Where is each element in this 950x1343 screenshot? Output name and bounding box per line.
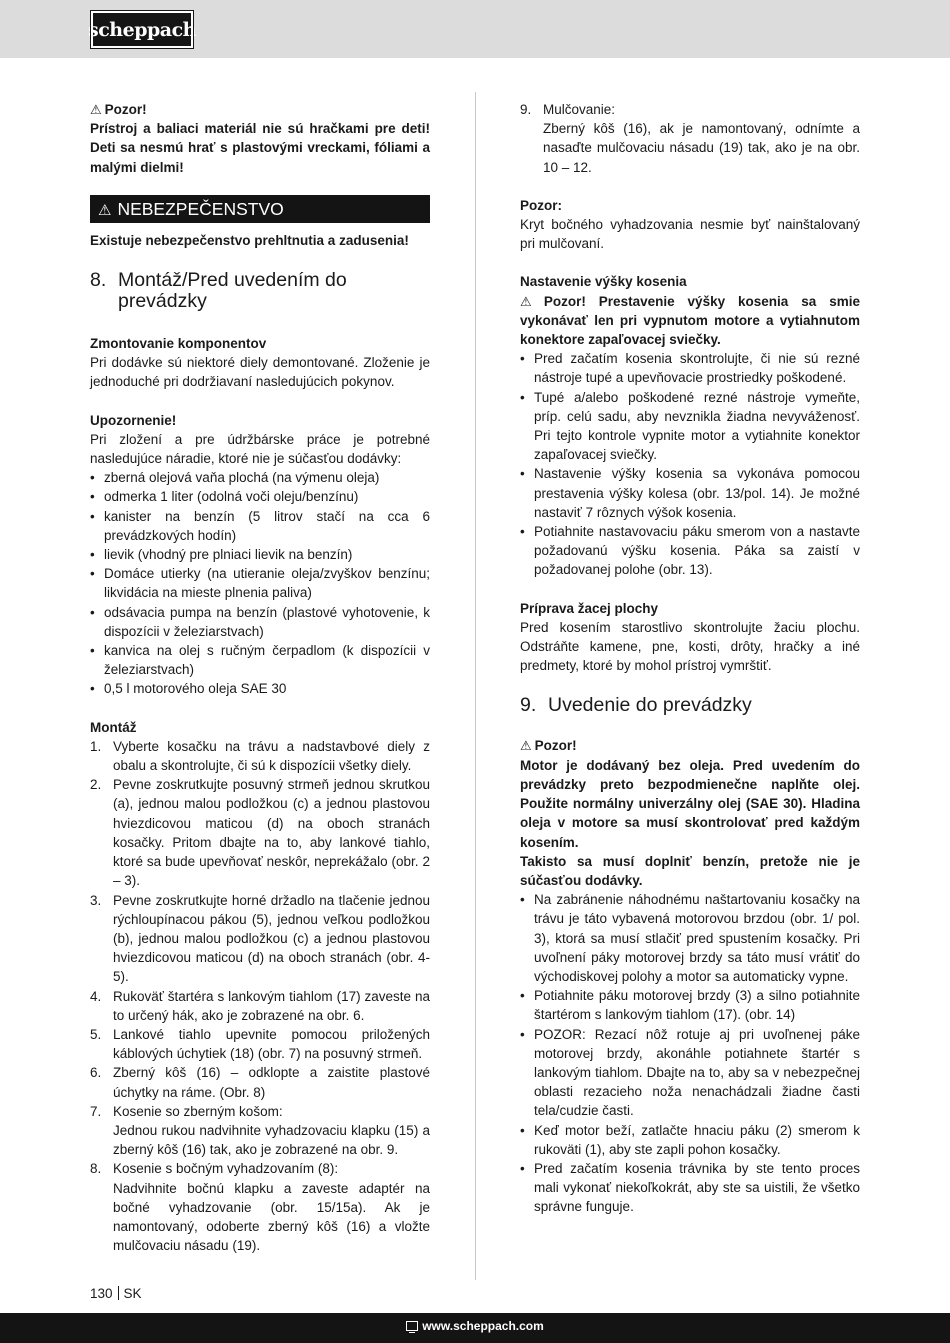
list-item: 8. Kosenie s bočným vyhadzovaním (8): Nadvihnite bočnú klapku a zaveste adaptér na bočné vyhadzovanie (obr. 15/15a). Ak je namontovaný, odoberte zberný kôš (16) a vložte mulčovaciu násadu (19).	[90, 1161, 430, 1254]
separator	[118, 1286, 119, 1300]
list-item: 1. Vyberte kosačku na trávu a nadstavbové diely z obalu a skontrolujte, či sú k dispozícii všetky diely.	[90, 738, 430, 774]
right-column	[520, 100, 860, 1217]
danger-text: Existuje nebezpečenstvo prehltnutia a zadusenia!	[90, 232, 409, 248]
list-item: • Domáce utierky (na utieranie oleja/zvyškov benzínu; likvidácia na mieste plnenia paliva)	[90, 564, 430, 602]
list-item: • odmerka 1 liter (odolná voči oleju/benzínu)	[90, 487, 430, 506]
list-item: 4. Rukoväť štartéra s lankovým tiahlom (17) zaveste na to určený hák, ako je zobrazené na obr. 6.	[90, 988, 430, 1023]
warning-icon: ⚠	[520, 738, 532, 754]
height-warning: ⚠ Pozor! Prestavenie výšky kosenia sa smie vykonávať len pri vypnutom motore a vytiahnutom konektore zapaľovacej sviečky.	[520, 293, 861, 348]
startup-list	[520, 890, 860, 1216]
warning-icon: ⚠	[90, 102, 102, 117]
montage-steps	[90, 737, 430, 1255]
list-item: • Na zabránenie náhodnému naštartovaniu kosačky na trávu je táto vybavená motorovou brzdou (obr. 1/ pol. 3), ktorá sa musí stlačiť pred spustením kosačky. Pri uvoľnení páky motorovej brzdy sa táto musí vrátiť do východiskovej polohy a motor sa automaticky vypne.	[520, 890, 860, 986]
caution-text: Prístroj a baliaci materiál nie sú hračkami pre deti! Deti sa nesmú hrať s plastovými vreckami, fóliami a malými dielmi!	[90, 121, 430, 175]
list-item: • kanvica na olej s ručným čerpadlom (k dispozícii v železiarstvach)	[90, 641, 430, 679]
monitor-icon	[406, 1321, 418, 1331]
page-number: 130	[90, 1286, 113, 1301]
assembly-heading: Zmontovanie komponentov	[90, 336, 267, 352]
website-link[interactable]: www.scheppach.com	[422, 1319, 544, 1333]
column-divider	[475, 92, 476, 1280]
list-item: • Pred začatím kosenia trávnika by ste tento proces mali vykonať niekoľkokrát, aby ste sa uistili, že všetko správne funguje.	[520, 1159, 860, 1217]
list-item: • Potiahnite nastavovaciu páku smerom von a nastavte požadovanú výšku kosenia. Páka sa zaistí v požadovanej polohe (obr. 13).	[520, 522, 860, 580]
warning-icon: ⚠	[520, 293, 541, 309]
left-column	[90, 100, 430, 1255]
prep-heading: Príprava žacej plochy	[520, 600, 659, 616]
section-heading-9: 9. Uvedenie do prevádzky	[520, 694, 752, 717]
website-line	[0, 1319, 950, 1333]
list-item: 5. Lankové tiahlo upevnite pomocou priložených káblových úchytiek (18) (obr. 7) na posuvný strmeň.	[90, 1026, 430, 1062]
pozor-heading: Pozor:	[520, 197, 562, 213]
caution-heading: ⚠ Pozor!	[520, 738, 577, 754]
montage-heading: Montáž	[90, 719, 137, 735]
list-item: • kanister na benzín (5 litrov stačí na cca 6 prevádzkových hodín)	[90, 507, 430, 545]
list-item: • odsávacia pumpa na benzín (plastové vyhotovenie, k dispozícii v železiarstvach)	[90, 603, 430, 641]
section-heading-8: 8. Montáž/Pred uvedením do prevádzky	[90, 269, 347, 313]
scheppach-logo: scheppach	[91, 11, 193, 48]
notice-heading: Upozornenie!	[90, 412, 177, 428]
mulching-step	[520, 100, 860, 177]
pozor-text: Kryt bočného vyhadzovania nesmie byť nainštalovaný pri mulčovaní.	[520, 217, 860, 252]
list-item: 7. Kosenie so zberným košom: Jednou rukou nadvihnite vyhadzovaciu klapku (15) a zberný kôš (16) tak, ako je zobrazené na obr. 9.	[90, 1103, 430, 1158]
page-footer	[90, 1286, 142, 1301]
list-item: 6. Zberný kôš (16) – odklopte a zaistite plastové úchytky na ráme. (Obr. 8)	[90, 1065, 430, 1100]
danger-banner: ⚠ NEBEZPEČENSTVO	[90, 195, 430, 223]
list-item: • lievik (vhodný pre plniaci lievik na benzín)	[90, 545, 430, 564]
header-bar	[0, 0, 950, 58]
list-item: • 0,5 l motorového oleja SAE 30	[90, 679, 430, 698]
list-item: 3. Pevne zoskrutkujte horné držadlo na tlačenie jednou rýchloupínacou pákou (5), jednou veľkou podložkou (b), jednou malou podložkou (c) a jednou plastovou hviezdicovou maticou (d) na oboch stranách (obr. 4-5).	[90, 892, 430, 985]
tools-list	[90, 468, 430, 698]
list-item: • Tupé a/alebo poškodené rezné nástroje vymeňte, príp. celú sadu, aby nevznikla žiadna nevyváženosť. Pri tejto kontrole vypnite motor a vytiahnite konektor zapaľovacej sviečky.	[520, 388, 860, 465]
footer-bar	[0, 1313, 950, 1343]
list-item: 2. Pevne zoskrutkujte posuvný strmeň jednou skrutkou (a), jednou malou podložkou (c) a jednou plastovou hviezdicovou maticou (d) na oboch stranách kosačky. Pritom dbajte na to, aby lankové tiahlo, ktoré sa bude upevňovať neskôr, neprekážalo (obr. 2 – 3).	[90, 777, 430, 889]
notice-text: Pri zložení a pre údržbárske práce je potrebné nasledujúce náradie, ktoré nie je súčasťou dodávky:	[90, 431, 430, 467]
list-item: 9. Mulčovanie: Zberný kôš (16), ak je namontovaný, odnímte a nasaďte mulčovaciu násadu (19) tak, ako je na obr. 10 – 12.	[520, 102, 860, 175]
height-heading: Nastavenie výšky kosenia	[520, 274, 687, 290]
height-list	[520, 349, 860, 579]
caution-text: Motor je dodávaný bez oleja. Pred uvedením do prevádzky preto bezpodmienečne naplňte olej. Použite normálny univerzálny olej (SAE 30). Hladina oleja v motore sa musí skontrolovať pred každým kosením.	[520, 757, 860, 850]
list-item: • Potiahnite páku motorovej brzdy (3) a silno potiahnite štartérom s lankovým tiahlom (17). (obr. 14)	[520, 986, 860, 1024]
language-code: SK	[123, 1286, 142, 1301]
list-item: • Pred začatím kosenia skontrolujte, či nie sú rezné nástroje tupé a upevňovacie prostriedky poškodené.	[520, 349, 860, 387]
list-item: • zberná olejová vaňa plochá (na výmenu oleja)	[90, 468, 430, 487]
caution-text-2: Takisto sa musí doplniť benzín, pretože nie je súčasťou dodávky.	[520, 853, 860, 888]
list-item: • POZOR: Rezací nôž rotuje aj pri uvoľnenej páke motorovej brzdy, akonáhle potiahnete štartér s lankovým tiahlom. Dbajte na to, aby sa v nebezpečnej oblasti rezacieho noža nenachádzali žiadne časti tela/cudzie časti.	[520, 1025, 860, 1121]
list-item: • Keď motor beží, zatlačte hnaciu páku (2) smerom k rukoväti (1), aby ste zapli pohon kosačky.	[520, 1121, 860, 1159]
warning-icon: ⚠	[98, 201, 112, 219]
prep-text: Pred kosením starostlivo skontrolujte žaciu plochu. Odstráňte kamene, pne, kosti, drôty, hračky a iné predmety, ktoré by mohol prístroj vymrštiť.	[520, 619, 860, 674]
caution-heading: ⚠ Pozor!	[90, 102, 147, 117]
assembly-text: Pri dodávke sú niektoré diely demontované. Zloženie je jednoduché pri dodržiavaní nasledujúcich pokynov.	[90, 355, 430, 390]
list-item: • Nastavenie výšky kosenia sa vykonáva pomocou prestavenia výšky kolesa (obr. 13/pol. 14). Je možné nastaviť 7 rôznych výšok kosenia.	[520, 464, 860, 522]
